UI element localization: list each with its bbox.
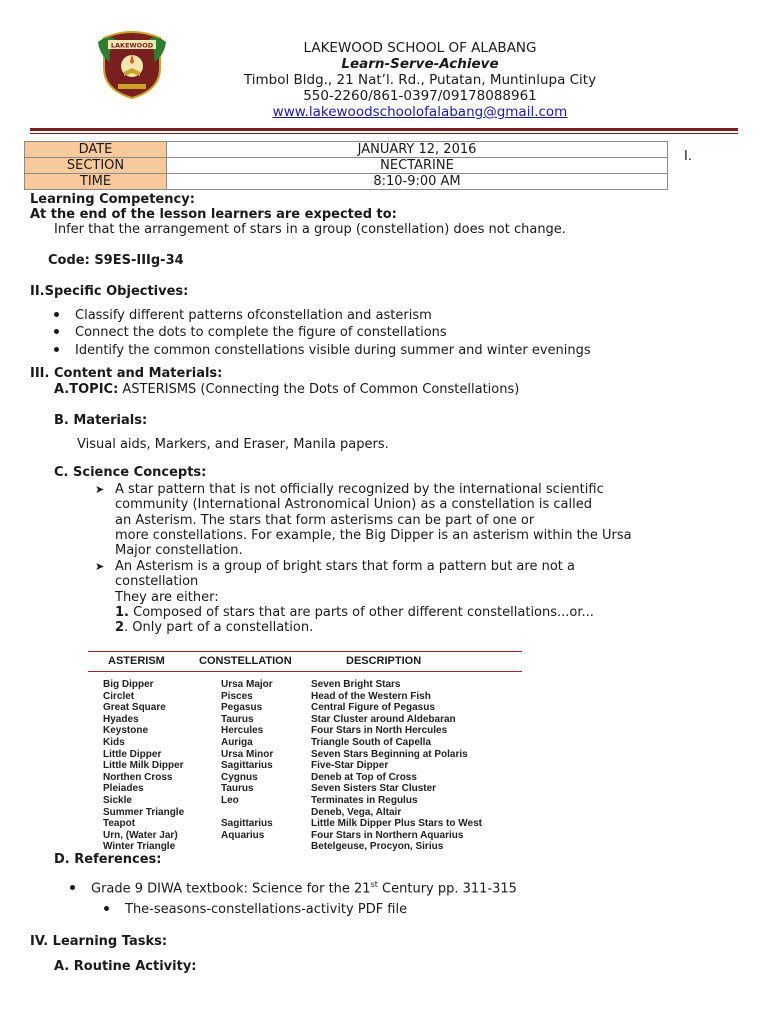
table-cell: Pleiades (103, 783, 144, 795)
table-cell: Cygnus (221, 771, 258, 783)
date-value: JANUARY 12, 2016 (167, 142, 668, 158)
table-cell: Teapot (103, 818, 136, 830)
table-row (25, 174, 668, 190)
table-cell: Northen Cross (103, 771, 173, 783)
date-label: DATE (25, 142, 167, 158)
materials-heading: B. Materials: (54, 413, 148, 428)
either-item-1: 1. Composed of stars that are parts of other different constellations...or... (115, 604, 594, 620)
section-value: NECTARINE (167, 158, 668, 174)
concept-2: An Asterism is a group of bright stars that form a pattern but are not a constellation They are either: 1. Composed of stars that are parts of other different constellations...or... 2. Only part of a constellation. (115, 559, 594, 636)
competency-heading: Learning Competency: (30, 192, 195, 207)
table-cell: Summer Triangle (103, 806, 185, 818)
table-cell: Pisces (221, 690, 253, 702)
competency-statement: Infer that the arrangement of stars in a group (constellation) does not change. (54, 222, 566, 237)
list-item: Connect the dots to complete the figure of constellations (54, 325, 447, 341)
table-cell: Hercules (221, 725, 264, 737)
section-number-i: I. (684, 149, 692, 164)
school-email-row (175, 104, 665, 121)
school-email-link[interactable]: www.lakewoodschoolofalabang@gmail.com (272, 104, 568, 120)
asterism-table-rule-bottom (88, 671, 522, 672)
table-cell: Little Dipper (103, 748, 162, 760)
table-cell: Keystone (103, 725, 149, 737)
table-cell: Deneb, Vega, Altair (311, 806, 402, 818)
table-cell: Betelgeuse, Procyon, Sirius (311, 841, 444, 853)
table-cell: Hyades (103, 713, 139, 725)
table-cell: Taurus (221, 783, 254, 795)
competency-intro: At the end of the lesson learners are expected to: (30, 207, 397, 222)
table-cell: Four Stars in Northern Aquarius (311, 829, 464, 841)
table-cell: Little Milk Dipper Plus Stars to West (311, 818, 482, 830)
references-heading: D. References: (54, 852, 162, 867)
time-label: TIME (25, 174, 167, 190)
table-cell: Sagittarius (221, 760, 273, 772)
table-cell: Great Square (103, 702, 166, 714)
table-cell: Deneb at Top of Cross (311, 771, 417, 783)
table-cell: Seven Sisters Star Cluster (311, 783, 437, 795)
table-cell: Sickle (103, 794, 132, 806)
bullet-icon (104, 906, 109, 911)
list-item: Classify different patterns ofconstellation and asterism (54, 308, 432, 324)
school-phones: 550-2260/861-0397/09178088961 (303, 88, 537, 104)
bullet-icon (54, 329, 59, 334)
tasks-heading: IV. Learning Tasks: (30, 934, 168, 949)
list-item: Identify the common constellations visible during summer and winter evenings (54, 343, 591, 359)
table-cell: Little Milk Dipper (103, 760, 184, 772)
concepts-heading: C. Science Concepts: (54, 465, 207, 480)
table-row (25, 158, 668, 174)
competency-code: Code: S9ES-IIIg-34 (48, 253, 184, 268)
concept-1: A star pattern that is not officially recognized by the international scientific community (International Astronomical Union) as a constellation is called an Asterism. The stars that form asterisms can be part of one or more constellations. For example, the Big Dipper is an asterism within the Ursa Major constellation. (115, 482, 632, 559)
table-cell: Leo (221, 794, 239, 806)
asterism-table-rule-top (88, 651, 522, 652)
table-cell: Taurus (221, 713, 254, 725)
bullet-icon (54, 347, 59, 352)
bullet-icon (70, 885, 75, 890)
school-address: Timbol Bldg., 21 Nat’l. Rd., Putatan, Muntinlupa City (243, 72, 597, 88)
svg-text:LAKEWOOD: LAKEWOOD (110, 41, 154, 50)
table-cell: Pegasus (221, 702, 263, 714)
bullet-icon (54, 312, 59, 317)
table-cell: Central Figure of Pegasus (311, 702, 435, 714)
either-item-2: 2. Only part of a constellation. (115, 620, 314, 636)
description-column (311, 679, 482, 853)
table-cell: Urn, (Water Jar) (103, 829, 178, 841)
constellation-col-header: CONSTELLATION (199, 655, 292, 667)
objectives-heading: II.Specific Objectives: (30, 284, 189, 299)
routine-activity-heading: A. Routine Activity: (54, 959, 197, 974)
asterism-column (103, 679, 184, 853)
table-cell: Circlet (103, 690, 135, 702)
constellation-column (221, 679, 273, 841)
topic-line: A.TOPIC: ASTERISMS (Connecting the Dots of Common Constellations) (54, 382, 520, 397)
table-cell: Ursa Minor (221, 748, 274, 760)
table-cell: Big Dipper (103, 679, 154, 690)
list-item: Grade 9 DIWA textbook: Science for the 21st Century pp. 311-315 (70, 877, 517, 897)
list-item: The-seasons-constellations-activity PDF file (104, 902, 407, 918)
section-label: SECTION (25, 158, 167, 174)
table-cell: Seven Bright Stars (311, 679, 401, 690)
table-cell: Terminates in Regulus (311, 794, 418, 806)
table-cell (221, 807, 273, 819)
table-cell: Auriga (221, 736, 253, 748)
arrow-bullet-icon: ➤ (95, 483, 105, 496)
school-name: LAKEWOOD SCHOOL OF ALABANG (303, 40, 537, 56)
table-cell: Triangle South of Capella (311, 736, 432, 748)
arrow-bullet-icon: ➤ (95, 560, 105, 573)
table-cell: Ursa Major (221, 679, 273, 690)
table-cell: Four Stars in North Hercules (311, 725, 448, 737)
school-motto: Learn-Serve-Achieve (341, 56, 499, 72)
table-cell: Seven Stars Beginning at Polaris (311, 748, 468, 760)
time-value: 8:10-9:00 AM (167, 174, 668, 190)
table-cell: Aquarius (221, 829, 265, 841)
materials-text: Visual aids, Markers, and Eraser, Manila papers. (77, 437, 389, 452)
school-logo (94, 28, 170, 100)
lesson-info-table (24, 141, 668, 190)
description-col-header: DESCRIPTION (346, 655, 422, 667)
table-cell: Kids (103, 736, 125, 748)
table-cell: Sagittarius (221, 818, 273, 830)
content-heading: III. Content and Materials: (30, 366, 223, 381)
header-rule-thick (30, 128, 738, 131)
asterism-col-header: ASTERISM (108, 655, 165, 667)
header-rule-thin (30, 133, 738, 134)
table-cell: Winter Triangle (103, 841, 176, 853)
table-row (25, 142, 668, 158)
table-cell: Head of the Western Fish (311, 690, 431, 702)
table-cell: Five-Star Dipper (311, 760, 389, 772)
table-cell: Star Cluster around Aldebaran (311, 713, 456, 725)
